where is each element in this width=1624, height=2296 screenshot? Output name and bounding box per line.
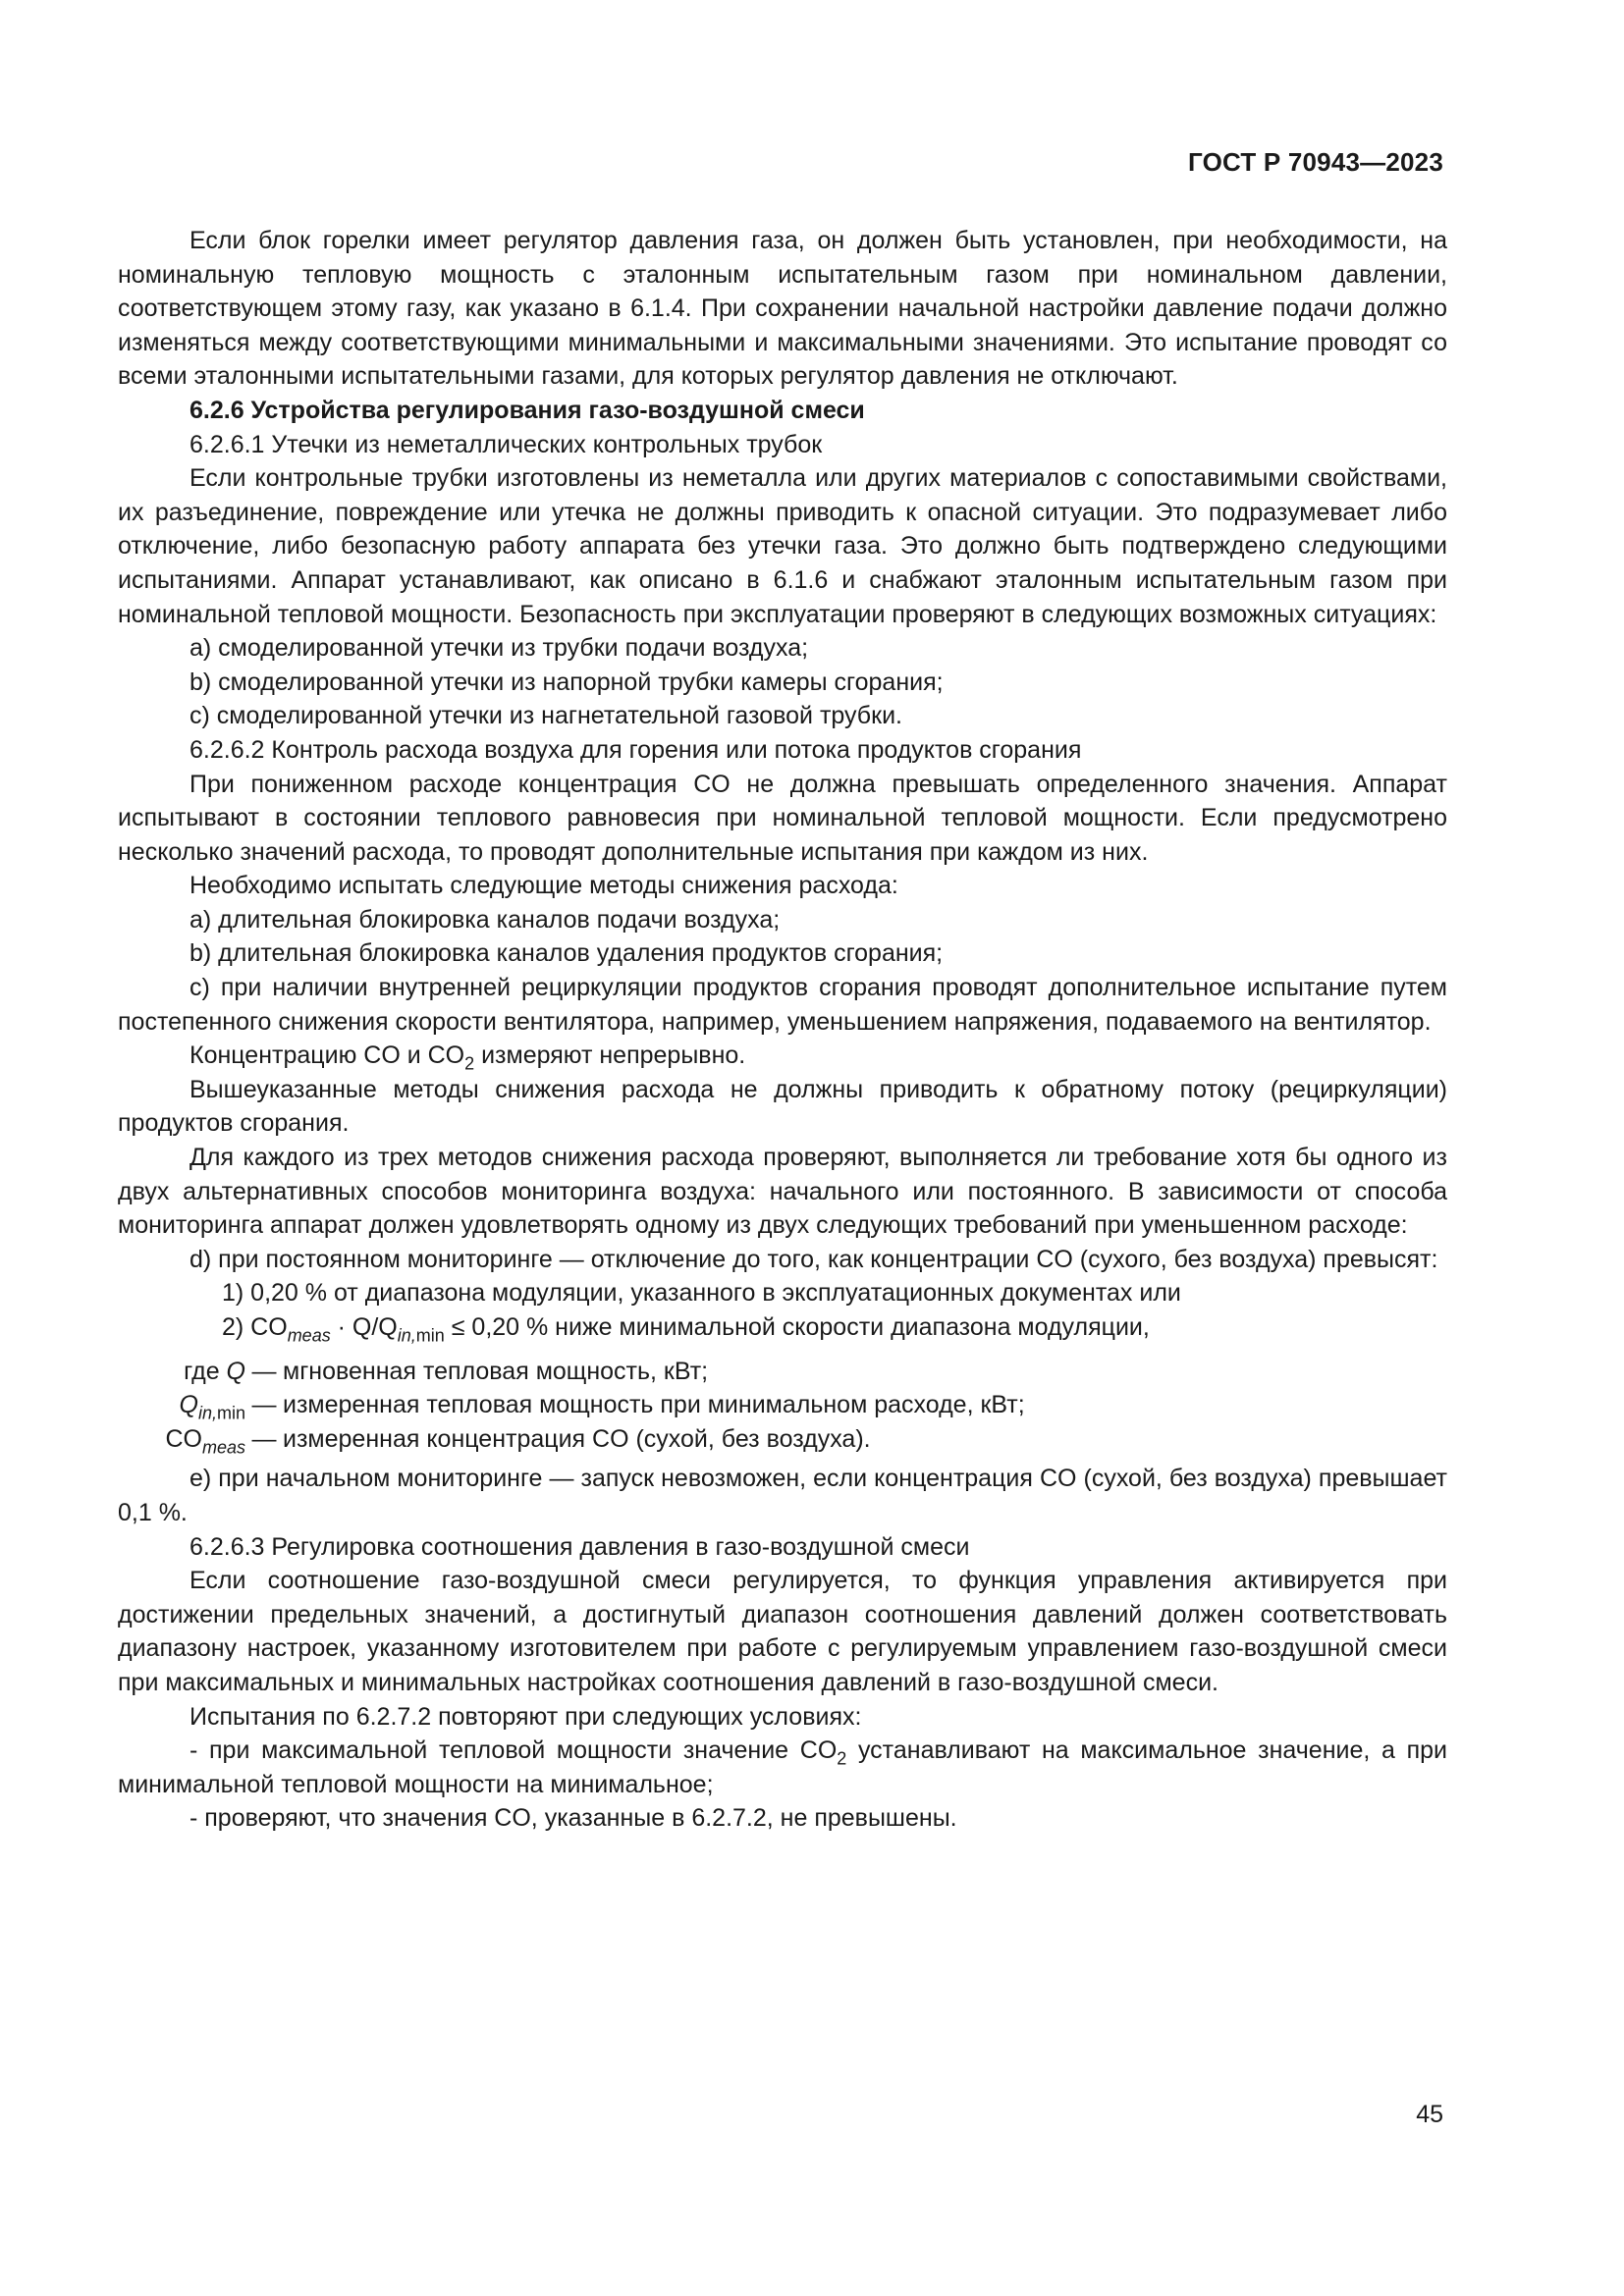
list-item: - проверяют, что значения CO, указанные в 6.2.7.2, не превышены. — [189, 1804, 957, 1833]
paragraph: Необходимо испытать следующие методы снижения расхода: — [189, 872, 898, 900]
definition-symbol: $CO_{meas}$ — [165, 1424, 245, 1458]
paragraph: Если блок горелки имеет регулятор давления газа, он должен быть установлен, при необходимости, на номинальную тепловую мощность с эталонным испытательным газом при номинальном давлении, соответствующем этому газу, как указано в 6.1.4. При сохранении начальной настройки давление подачи должно изменяться между соответствующими минимальными и максимальными значениями. Это испытание проводят со всеми эталонными испытательными газами, для которых регулятор давления не отключают. — [118, 227, 1447, 391]
paragraph: Вышеуказанные методы снижения расхода не должны приводить к обратному потоку (рециркуляции) продуктов сгорания. — [118, 1075, 1447, 1138]
definition-dash: — — [251, 1357, 277, 1385]
paragraph: Если контрольные трубки изготовлены из неметалла или других материалов с сопоставимыми свойствами, их разъединение, повреждение или утечка не должны приводить к опасной ситуации. Это подразумевает либо отключение, либо безопасную работу аппарата без утечки газа. Это должно быть подтверждено следующими испытаниями. Аппарат устанавливают, как описано в 6.1.6 и снабжают эталонным испытательным газом при номинальной тепловой мощности. Безопасность при эксплуатации проверяют в следующих возможных ситуациях: — [118, 464, 1447, 628]
list-item: c) при наличии внутренней рециркуляции продуктов сгорания проводят дополнительное испытание путем постепенного снижения скорости вентилятора, например, уменьшением напряжения, подаваемого на вентилятор. — [118, 974, 1447, 1036]
paragraph: Испытания по 6.2.7.2 повторяют при следующих условиях: — [189, 1702, 862, 1731]
subsection-heading: 6.2.6.2 Контроль расхода воздуха для горения или потока продуктов сгорания — [189, 735, 1082, 764]
list-item: a) длительная блокировка каналов подачи воздуха; — [189, 905, 781, 934]
list-item: e) при начальном мониторинге — запуск невозможен, если концентрация CO (сухой, без воздуха) превышает 0,1 %. — [118, 1465, 1447, 1526]
definition-row — [118, 1388, 1447, 1422]
list-item: c) смоделированной утечки из нагнетательной газовой трубки. — [189, 702, 902, 730]
document-code: ГОСТ Р 70943—2023 — [1188, 147, 1443, 177]
numbered-item: 1) 0,20 % от диапазона модуляции, указанного в эксплуатационных документах или — [222, 1279, 1181, 1308]
paragraph: Если соотношение газо-воздушной смеси регулируется, то функция управления активируется при достижении предельных значений, а достигнутый диапазон соотношения давлений должен соответствовать диапазону настроек, указанному изготовителем при работе с регулируемым управлением газо-воздушной смеси при максимальных и минимальных настройках соотношения давлений в газо-воздушной смеси. — [118, 1567, 1447, 1696]
list-item: a) смоделированной утечки из трубки подачи воздуха; — [189, 634, 809, 663]
definition-text: измеренная тепловая мощность при минимальном расходе, кВт; — [283, 1391, 1025, 1419]
list-item: d) при постоянном мониторинге — отключение до того, как концентрации CO (сухого, без воздуха) превысят: — [189, 1245, 1438, 1273]
subsection-heading: 6.2.6.3 Регулировка соотношения давления в газо-воздушной смеси — [189, 1532, 970, 1561]
definition-row — [118, 1422, 1447, 1457]
definition-symbol: $Q_{in,min}$ — [179, 1391, 245, 1423]
list-item: b) длительная блокировка каналов удаления продуктов сгорания; — [189, 939, 944, 968]
numbered-item: 2) $CO_{meas} \cdot Q/Q_{in,min} \le 0,20$ % ниже минимальной скорости диапазона модуляции, — [222, 1313, 1150, 1346]
definition-symbol: где Q — [184, 1357, 245, 1385]
page-number: 45 — [1416, 2101, 1443, 2128]
definition-row — [118, 1355, 1447, 1389]
definition-text: измеренная концентрация CO (сухой, без воздуха). — [283, 1424, 871, 1453]
document-body — [118, 224, 1447, 1836]
subsection-heading: 6.2.6.1 Утечки из неметаллических контрольных трубок — [189, 430, 823, 458]
paragraph: Концентрацию CO и $CO_2$ измеряют непрерывно. — [189, 1041, 746, 1074]
paragraph: При пониженном расходе концентрация CO не должна превышать определенного значения. Аппарат испытывают в состоянии теплового равновесия при номинальной тепловой мощности. Если предусмотрено несколько значений расхода, то проводят дополнительные испытания при каждом из них. — [118, 770, 1447, 866]
definition-dash: — — [251, 1391, 277, 1419]
list-item: b) смоделированной утечки из напорной трубки камеры сгорания; — [189, 667, 944, 696]
section-heading: 6.2.6 Устройства регулирования газо-воздушной смеси — [189, 396, 865, 424]
paragraph: Для каждого из трех методов снижения расхода проверяют, выполняется ли требование хотя бы одного из двух альтернативных способов мониторинга воздуха: начального или постоянного. В зависимости от способа мониторинга аппарат должен удовлетворять одному из двух следующих требований при уменьшенном расходе: — [118, 1144, 1447, 1240]
definition-text: мгновенная тепловая мощность, кВт; — [283, 1357, 709, 1385]
variable-definitions — [118, 1355, 1447, 1457]
definition-dash: — — [251, 1424, 277, 1453]
list-item: - при максимальной тепловой мощности значение $CO_2$ устанавливают на максимальное значение, а при минимальной тепловой мощности на минимальное; — [118, 1736, 1447, 1798]
